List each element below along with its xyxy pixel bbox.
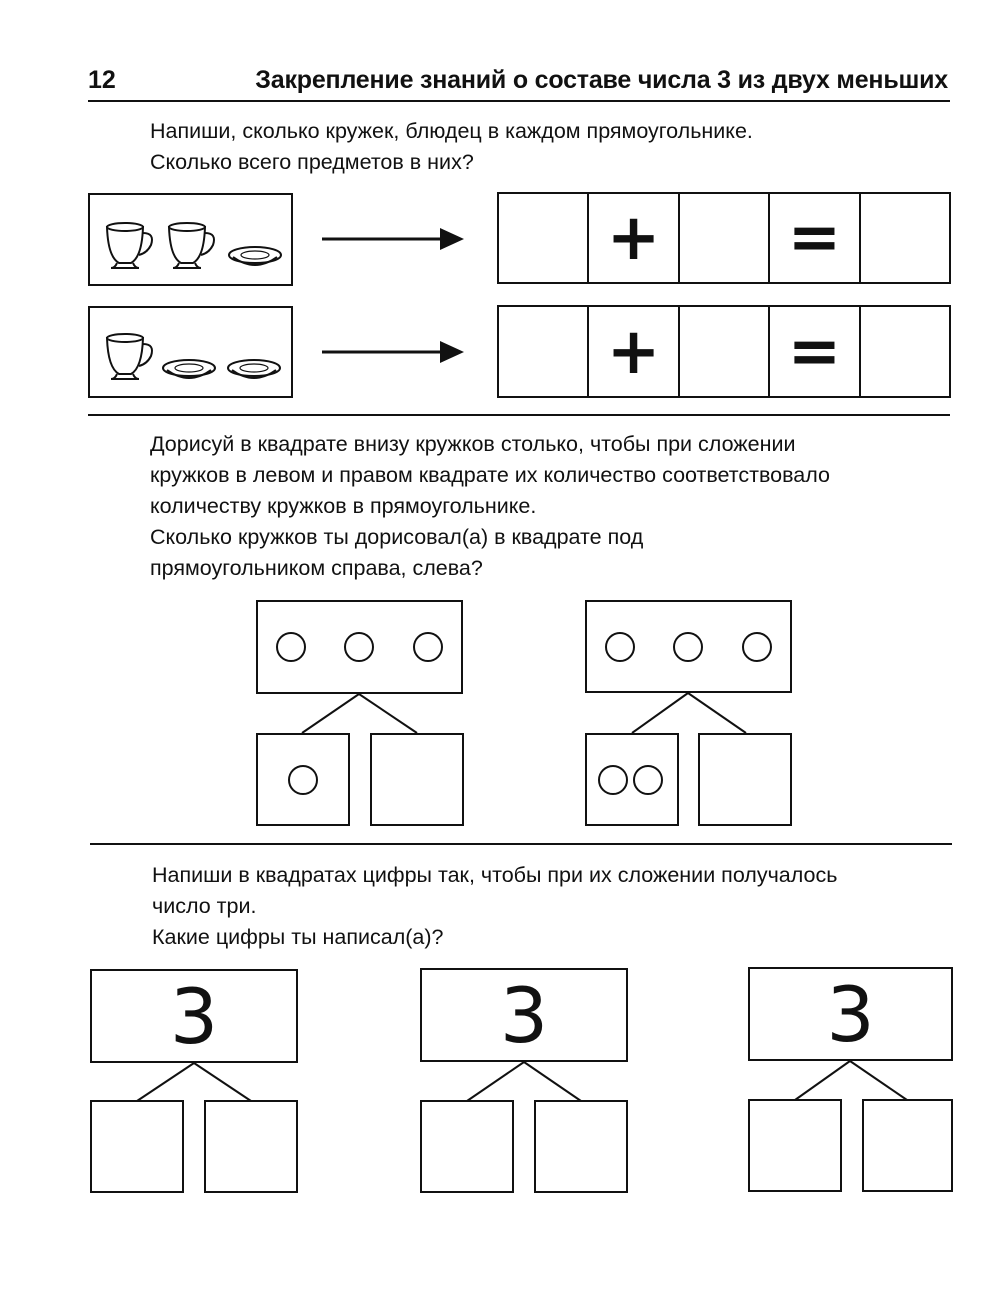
task3-line-2: число три. [152,894,257,918]
task3-tree3-left-box[interactable] [748,1099,842,1192]
equals-sign: = [768,307,858,396]
equals-sign: = [768,194,858,282]
number-3: 3 [499,971,549,1060]
task1-line-1: Напиши, сколько кружек, блюдец в каждом прямоугольнике. [150,119,753,143]
number-3: 3 [169,972,219,1061]
task3-tree3-right-box[interactable] [862,1099,953,1192]
page-title: Закрепление знаний о составе числа 3 из двух меньших [255,66,948,94]
task1-line-2: Сколько всего предметов в них? [150,150,474,174]
plus-sign: + [587,307,677,396]
task2-line-3: количеству кружков в прямоугольнике. [150,494,537,518]
task2-line-2: кружков в левом и правом квадрате их количество соответствовало [150,463,831,487]
task2-line-5: прямоугольником справа, слева? [150,556,483,580]
plus-sign: + [587,194,677,282]
task3-line-3: Какие цифры ты написал(а)? [152,925,444,949]
page-number: 12 [88,66,116,94]
task3-line-1: Напиши в квадратах цифры так, чтобы при их сложении получалось [152,863,838,887]
number-3: 3 [826,970,875,1059]
task2-line-4: Сколько кружков ты дорисовал(а) в квадрате под [150,525,644,549]
task2-line-1: Дорисуй в квадрате внизу кружков столько, чтобы при сложении [150,432,796,456]
